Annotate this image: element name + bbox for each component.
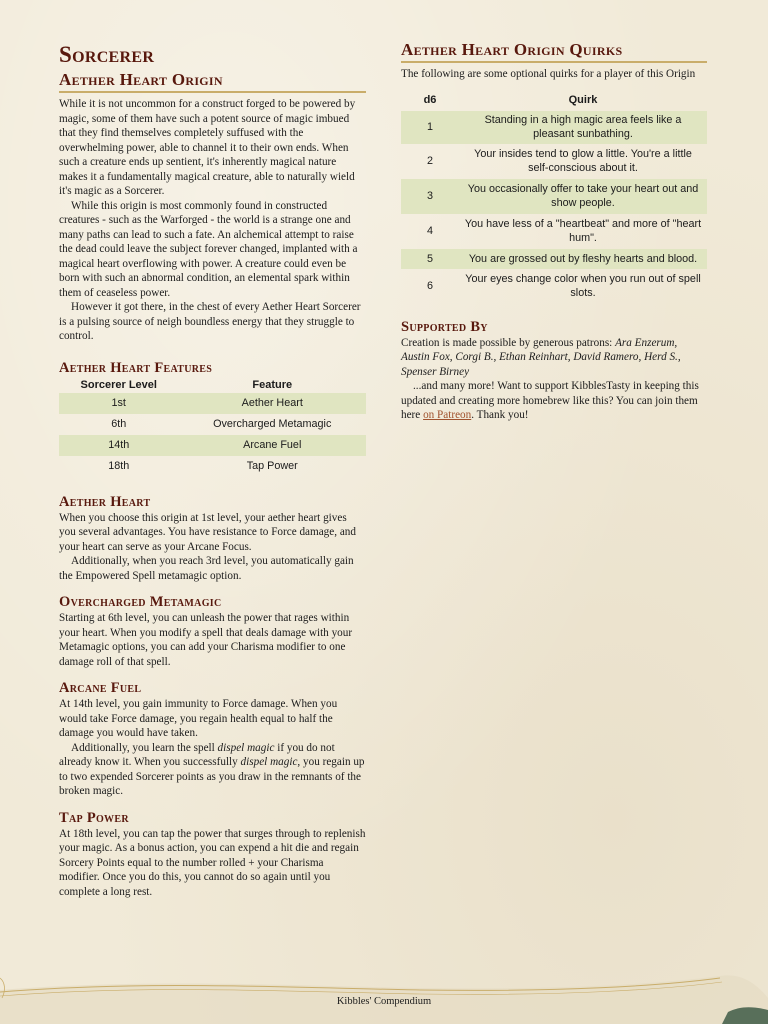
table-cell: 4 (426, 225, 433, 237)
table-cell: Your eyes change color when you run out of spell slots. (465, 273, 701, 299)
dispel-magic-spell-name-2: dispel magic (240, 756, 298, 768)
table-row (59, 435, 366, 456)
tap-power-heading: Tap Power (59, 809, 129, 826)
table-row (401, 214, 707, 249)
quirks-heading: Aether Heart Origin Quirks (401, 40, 707, 63)
quirks-table-header (401, 89, 707, 111)
support-text-b: . Thank you! (471, 409, 529, 421)
table-cell: 1 (401, 111, 459, 144)
overcharged-metamagic-paragraph: Starting at 6th level, you can unleash the power that rages within your heart. When you modify a spell that deals damage with your Metamagic options, you can add your Charisma modifier to one damage roll of that spell. (59, 612, 353, 668)
table-cell: You have less of a "heartbeat" and more of "heart hum". (464, 218, 702, 244)
arcane-fuel-heading: Arcane Fuel (59, 680, 142, 696)
aether-heart-paragraph-1: When you choose this origin at 1st level, your aether heart gives you several advantages. You have resistance to Force damage, and your heart can serve as your Arcane Focus. (59, 511, 356, 553)
table-row (401, 111, 707, 144)
arcane-fuel-text-c: , you regain up to two expended Sorcerer points as you draw in the remnants of the broken magic. (59, 756, 365, 797)
support-text-a: ...and many more! Want to support KibblesTasty in keeping this updated and creating more homebrew like this? You can join them here (401, 380, 699, 421)
tap-power-paragraph: At 18th level, you can tap the power that surges through to replenish your magic. As a bonus action, you can expend a hit die and regain Sorcery Points equal to the number rolled + your Charisma modifier. Once you do this, you cannot do so again until you complete a long rest. (59, 827, 366, 898)
supported-by-paragraph-1 (401, 336, 707, 380)
aether-heart-heading: Aether Heart (59, 493, 151, 510)
table-cell: 1st (59, 393, 178, 414)
table-cell: 5 (401, 249, 459, 269)
table-cell: 6th (111, 418, 127, 430)
table-cell: You occasionally offer to take your heart out and show people. (459, 179, 707, 214)
arcane-fuel-text-a: Additionally, you learn the spell (71, 741, 218, 754)
intro-paragraph-3: However it got there, in the chest of every Aether Heart Sorcerer is a pulsing source of neigh boundless energy that they struggle to control. (59, 301, 361, 342)
table-cell: Aether Heart (178, 393, 366, 414)
table-cell: Tap Power (246, 460, 298, 472)
arcane-fuel-paragraph-1: At 14th level, you gain immunity to Force damage. When you would take Force damage, you regain health equal to half the damage you would have taken. (59, 698, 338, 739)
arcane-fuel-text-b: if you do not already know it. When you successfully (59, 741, 335, 768)
left-column (59, 40, 366, 899)
overcharged-metamagic-heading: Overcharged Metamagic (59, 594, 222, 610)
table-cell: Your insides tend to glow a little. You're a little self-conscious about it. (474, 148, 692, 174)
footer-text: Kibbles' Compendium (336, 996, 432, 1007)
page-title: Sorcerer (59, 42, 155, 67)
table-row (401, 179, 707, 214)
table-cell: 18th (108, 460, 130, 472)
table-cell: You are grossed out by fleshy hearts and blood. (459, 249, 707, 269)
quirks-intro: The following are some optional quirks for a player of this Origin (401, 68, 696, 80)
supported-by-text: Creation is made possible by generous patrons: (401, 336, 616, 349)
table-row (59, 393, 366, 414)
patron-names: Ara Enzerum, Austin Fox, Corgi B., Ethan Reinhart, David Ramero, Herd S., Spenser Birney (401, 336, 681, 378)
table-cell: Overcharged Metamagic (213, 418, 332, 430)
table-cell: 2 (426, 155, 433, 167)
table-cell: 3 (401, 179, 459, 214)
patreon-link[interactable]: on Patreon (423, 409, 472, 421)
quirks-header-quirk: Quirk (568, 93, 598, 106)
table-cell: 14th (59, 435, 178, 456)
table-row (401, 144, 707, 179)
aether-heart-paragraph-2: Additionally, when you reach 3rd level, you automatically gain the Empowered Spell metamagic option. (59, 555, 354, 582)
features-header-feature: Feature (252, 378, 293, 391)
quirks-table (401, 89, 707, 304)
supported-by-heading: Supported By (401, 318, 488, 335)
dispel-magic-spell-name: dispel magic (217, 741, 275, 754)
table-cell: Arcane Fuel (178, 435, 366, 456)
quirks-header-die: d6 (423, 93, 437, 106)
right-column (401, 40, 707, 423)
supported-by-paragraph-2 (401, 379, 707, 423)
table-row (401, 249, 707, 269)
intro-paragraph-1: While it is not uncommon for a construct forged to be powered by magic, some of them have such a potent source of magic imbued that they find themselves completely suffused with the overwhelming power, able to channel it to their own ends. When such a creature ends up sentient, it's inherently magical nature makes it a fundamentally magical creature, able to naturally wield it's magic as a Sorcerer. (59, 98, 356, 197)
table-cell: 6 (426, 280, 433, 292)
table-row (59, 414, 366, 435)
features-header-level: Sorcerer Level (80, 378, 157, 391)
arcane-fuel-paragraph-2 (59, 741, 366, 799)
features-heading: Aether Heart Features (59, 359, 213, 376)
features-table-header (59, 377, 366, 393)
table-row (401, 269, 707, 304)
features-table (59, 377, 366, 477)
table-row (59, 456, 366, 477)
intro-paragraph-2: While this origin is most commonly found in constructed creatures - such as the Warforged - the world is a strange one and many paths can lead to such a fate. An alchemical attempt to raise the dead could leave the subject forever changed, implanted with a magical heart overflowing with power. A creature could even be born with such an abnormal condition, an elemental spark within them of ceaseless power. (59, 199, 358, 299)
origin-heading: Aether Heart Origin (59, 70, 366, 93)
table-cell: Standing in a high magic area feels like a pleasant sunbathing. (459, 111, 707, 144)
